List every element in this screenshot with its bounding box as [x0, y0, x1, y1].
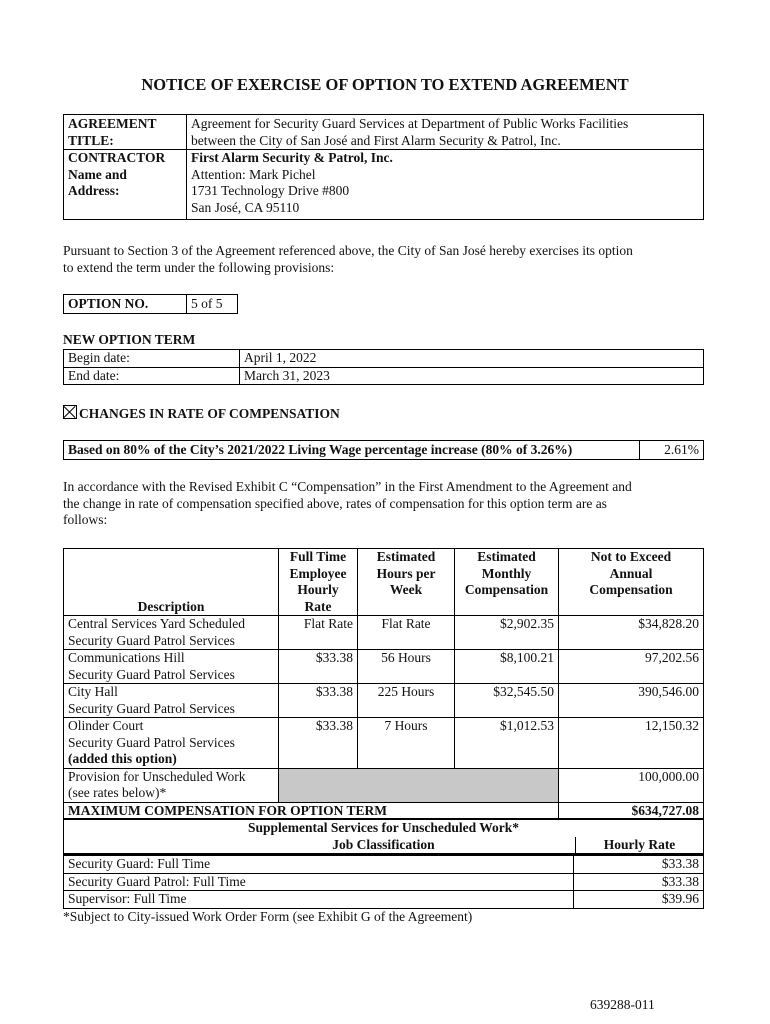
intro-line: to extend the term under the following provisions: [63, 259, 335, 275]
header-line: Full Time [289, 549, 347, 564]
header-line: Estimated [376, 549, 436, 564]
header-hours [358, 549, 455, 616]
begin-date-label: Begin date: [64, 350, 240, 368]
header-description: Description [64, 549, 279, 616]
header-line: Annual [609, 565, 653, 581]
shaded-cell [279, 768, 559, 802]
basis-text: Based on 80% of the City’s 2021/2022 Living Wage percentage increase (80% of 3.26%) [64, 441, 640, 460]
agreement-label-line: TITLE: [68, 132, 114, 148]
hourly-rate: $33.38 [574, 873, 704, 891]
row-annual: 97,202.56 [559, 650, 704, 684]
table-row [64, 616, 704, 650]
max-compensation-label: MAXIMUM COMPENSATION FOR OPTION TERM [64, 802, 559, 820]
paragraph-line: the change in rate of compensation specified above, rates of compensation for this option term are as [63, 495, 607, 511]
agreement-title-value [187, 115, 704, 150]
header-line: Compensation [464, 582, 549, 597]
row-description [64, 718, 279, 769]
compensation-paragraph [63, 479, 708, 529]
description-note: (added this option) [68, 751, 177, 766]
option-number-label: OPTION NO. [64, 295, 187, 314]
header-line: Hours per [376, 565, 436, 581]
basis-value: 2.61% [640, 441, 704, 460]
row-monthly: $8,100.21 [455, 650, 559, 684]
header-line: Not to Exceed [590, 549, 672, 564]
option-number-value: 5 of 5 [187, 295, 238, 314]
compensation-table [63, 548, 704, 820]
option-number-table [63, 294, 238, 314]
row-description [64, 684, 279, 718]
footnote: *Subject to City-issued Work Order Form (see Exhibit G of the Agreement) [63, 909, 473, 924]
document-number: 639288-011 [590, 997, 655, 1012]
row-annual: 100,000.00 [559, 768, 704, 802]
table-row [64, 855, 704, 873]
hourly-rate: $39.96 [574, 891, 704, 909]
row-monthly: $1,012.53 [455, 718, 559, 769]
agreement-label-line: AGREEMENT [68, 116, 157, 131]
row-annual: $34,828.20 [559, 616, 704, 650]
row-annual: 390,546.00 [559, 684, 704, 718]
description-line: Security Guard Patrol Services [68, 632, 235, 648]
unscheduled-row [64, 768, 704, 802]
description-line: Provision for Unscheduled Work [68, 768, 246, 784]
row-hours: 7 Hours [358, 718, 455, 769]
table-row [64, 891, 704, 909]
row-rate: Flat Rate [279, 616, 358, 650]
table-row [64, 650, 704, 684]
contractor-value [187, 150, 704, 220]
intro-paragraph [63, 243, 708, 276]
document-title: NOTICE OF EXERCISE OF OPTION TO EXTEND AGREEMENT [141, 75, 629, 94]
paragraph-line: follows: [63, 512, 108, 527]
job-classification: Security Guard Patrol: Full Time [64, 873, 574, 891]
contractor-label-line: CONTRACTOR [68, 150, 166, 165]
job-classification-header: Job Classification [332, 836, 435, 852]
max-compensation-value: $634,727.08 [559, 802, 704, 820]
description-line: City Hall [68, 684, 118, 699]
header-line: Hourly Rate [297, 582, 339, 614]
description-line: Security Guard Patrol Services [68, 666, 235, 682]
contractor-attention: Attention: Mark Pichel [191, 166, 316, 182]
supplemental-rows [63, 854, 704, 909]
row-monthly: $32,545.50 [455, 684, 559, 718]
intro-line: Pursuant to Section 3 of the Agreement referenced above, the City of San José hereby exercises its option [63, 243, 633, 258]
job-classification: Security Guard: Full Time [64, 855, 574, 873]
contractor-label [64, 150, 187, 220]
description-line: Security Guard Patrol Services [68, 734, 235, 750]
description-line: Security Guard Patrol Services [68, 700, 235, 716]
begin-date-value: April 1, 2022 [240, 350, 704, 368]
contractor-name: First Alarm Security & Patrol, Inc. [191, 150, 393, 165]
end-date-value: March 31, 2023 [240, 367, 704, 385]
row-hours: 225 Hours [358, 684, 455, 718]
row-rate: $33.38 [279, 650, 358, 684]
contractor-label-line: Name and [68, 166, 127, 182]
header-line: Monthly [481, 565, 532, 581]
description-line: (see rates below)* [68, 785, 167, 800]
changes-heading-text: CHANGES IN RATE OF COMPENSATION [79, 406, 340, 421]
checked-box-icon[interactable] [63, 405, 77, 419]
row-rate: $33.38 [279, 684, 358, 718]
header-annual [559, 549, 704, 616]
column-divider [575, 837, 576, 854]
description-line: Olinder Court [68, 718, 144, 733]
agreement-title-line: Agreement for Security Guard Services at Department of Public Works Facilities [191, 116, 629, 131]
row-description [64, 768, 279, 802]
hourly-rate-header: Hourly Rate [603, 837, 676, 852]
row-annual: 12,150.32 [559, 718, 704, 769]
header-hourly-rate [279, 549, 358, 616]
agreement-title-line: between the City of San José and First Alarm Security & Patrol, Inc. [191, 132, 561, 148]
contractor-label-line: Address: [68, 183, 120, 198]
max-compensation-row [64, 802, 704, 820]
hourly-rate: $33.38 [661, 856, 699, 871]
changes-heading [63, 405, 340, 423]
end-date-label: End date: [64, 367, 240, 385]
header-line: Employee [289, 565, 347, 581]
header-line: Compensation [589, 582, 673, 597]
row-monthly: $2,902.35 [455, 616, 559, 650]
header-line: Estimated [477, 549, 536, 564]
table-row [64, 684, 704, 718]
agreement-info-table [63, 114, 704, 220]
row-rate: $33.38 [279, 718, 358, 769]
new-option-term-heading: NEW OPTION TERM [63, 332, 196, 347]
contractor-address-line: San José, CA 95110 [191, 199, 300, 215]
row-hours: Flat Rate [358, 616, 455, 650]
row-hours: 56 Hours [358, 650, 455, 684]
job-classification: Supervisor: Full Time [64, 891, 574, 909]
table-row [64, 873, 704, 891]
contractor-address-line: 1731 Technology Drive #800 [191, 183, 350, 198]
header-monthly [455, 549, 559, 616]
compensation-header-row [64, 549, 704, 616]
supplemental-heading-text: Supplemental Services for Unscheduled Work* [247, 820, 520, 835]
agreement-title-label [64, 115, 187, 150]
row-description [64, 616, 279, 650]
header-line: Week [389, 582, 423, 597]
description-line: Communications Hill [68, 650, 185, 665]
basis-table [63, 440, 704, 460]
table-row [64, 718, 704, 769]
paragraph-line: In accordance with the Revised Exhibit C “Compensation” in the First Amendment to the Agreement and [63, 479, 632, 494]
description-line: Central Services Yard Scheduled [68, 616, 245, 631]
option-term-table [63, 349, 704, 385]
row-description [64, 650, 279, 684]
